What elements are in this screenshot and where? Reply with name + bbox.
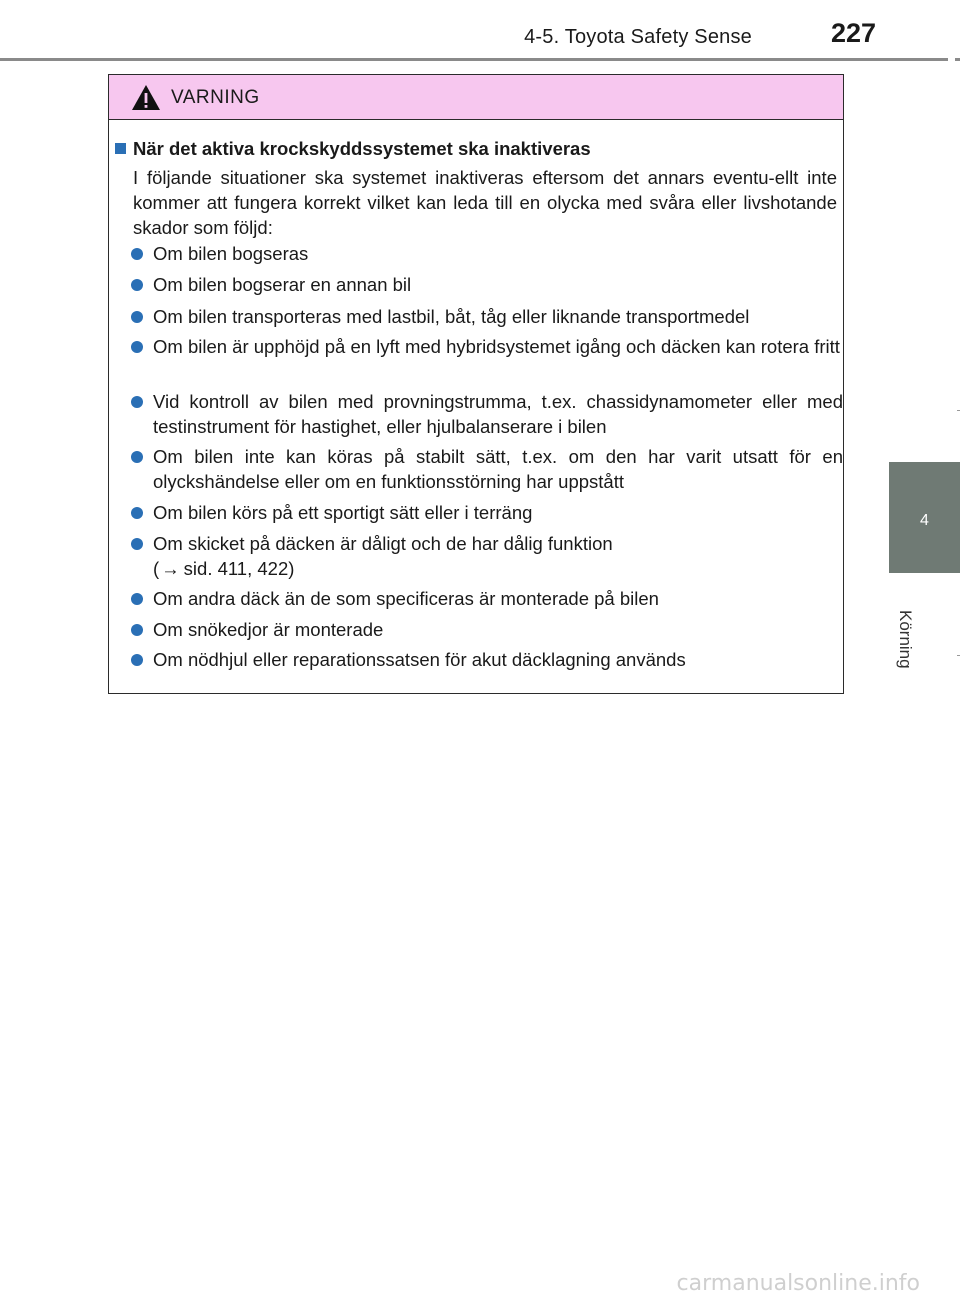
list-item: [131, 334, 843, 359]
list-item-text: [153, 531, 843, 581]
arrow-right-icon: →: [161, 558, 180, 579]
list-item-text: Om bilen inte kan köras på stabilt sätt, t.ex. om den har varit utsatt för en olyckshändelse eller om en funktionsstörning har uppstått: [153, 446, 843, 492]
bullet-dot-icon: [131, 451, 143, 463]
list-item-text: Om bilen transporteras med lastbil, båt, tåg eller liknande transportmedel: [153, 306, 750, 327]
list-item: [131, 617, 843, 642]
bullet-dot-icon: [131, 396, 143, 408]
warning-heading: [115, 138, 591, 160]
list-item: [131, 389, 843, 439]
list-item-text: Vid kontroll av bilen med provningstrumma, t.ex. chassidynamometer eller med testinstrument för hastighet, eller hjulbalanserare i bilen: [153, 391, 843, 437]
bullet-dot-icon: [131, 507, 143, 519]
warning-triangle-icon: [131, 84, 161, 111]
bullet-dot-icon: [131, 654, 143, 666]
header-rule: [0, 58, 948, 61]
chapter-number: 4: [920, 512, 929, 529]
chapter-tab: [889, 462, 960, 573]
bullet-dot-icon: [131, 341, 143, 353]
list-item: [131, 647, 843, 672]
list-item: [131, 500, 843, 525]
chapter-label: [893, 610, 923, 669]
warning-intro: I följande situationer ska systemet inaktiveras eftersom det annars eventu-ellt inte kommer att fungera korrekt vilket kan leda till en olycka med svåra eller livshotande skador som följd:: [133, 167, 837, 238]
chapter-label-text: Körning: [896, 610, 915, 669]
list-item-text: Om nödhjul eller reparationssatsen för akut däcklagning används: [153, 649, 686, 670]
page-header: [0, 0, 960, 60]
page-ref-open: (: [153, 558, 160, 579]
list-item-text: Om bilen bogserar en annan bil: [153, 274, 412, 295]
section-title: 4-5. Toyota Safety Sense: [524, 26, 752, 48]
list-item-text: Om snökedjor är monterade: [153, 619, 384, 640]
list-item: [131, 586, 843, 611]
list-item: [131, 241, 843, 266]
list-item-text: Om bilen körs på ett sportigt sätt eller i terräng: [153, 502, 533, 523]
list-item: [131, 304, 843, 329]
page-number: 227: [830, 18, 876, 48]
warning-box: [108, 74, 844, 694]
bullet-dot-icon: [131, 311, 143, 323]
list-item-text: Om andra däck än de som specificeras är monterade på bilen: [153, 588, 659, 609]
warning-header: [109, 75, 843, 120]
page-ref[interactable]: sid. 411, 422): [183, 558, 295, 579]
list-item: [131, 272, 843, 297]
header-rule-end: [955, 58, 960, 61]
watermark: carmanualsonline.info: [676, 1271, 920, 1296]
bullet-dot-icon: [131, 279, 143, 291]
bullet-dot-icon: [131, 624, 143, 636]
bullet-dot-icon: [131, 248, 143, 260]
warning-heading-text: När det aktiva krockskyddssystemet ska inaktiveras: [133, 138, 591, 159]
list-item-text: Om bilen är upphöjd på en lyft med hybridsystemet igång och däcken kan rotera fritt: [153, 336, 840, 357]
bullet-dot-icon: [131, 538, 143, 550]
list-item-text-main: Om skicket på däcken är dåligt och de har dålig funktion: [153, 533, 613, 554]
warning-label: VARNING: [171, 87, 260, 108]
square-bullet-icon: [115, 143, 126, 154]
bullet-dot-icon: [131, 593, 143, 605]
list-item: [131, 531, 843, 581]
list-item: [131, 444, 843, 494]
list-item-text: Om bilen bogseras: [153, 243, 309, 264]
